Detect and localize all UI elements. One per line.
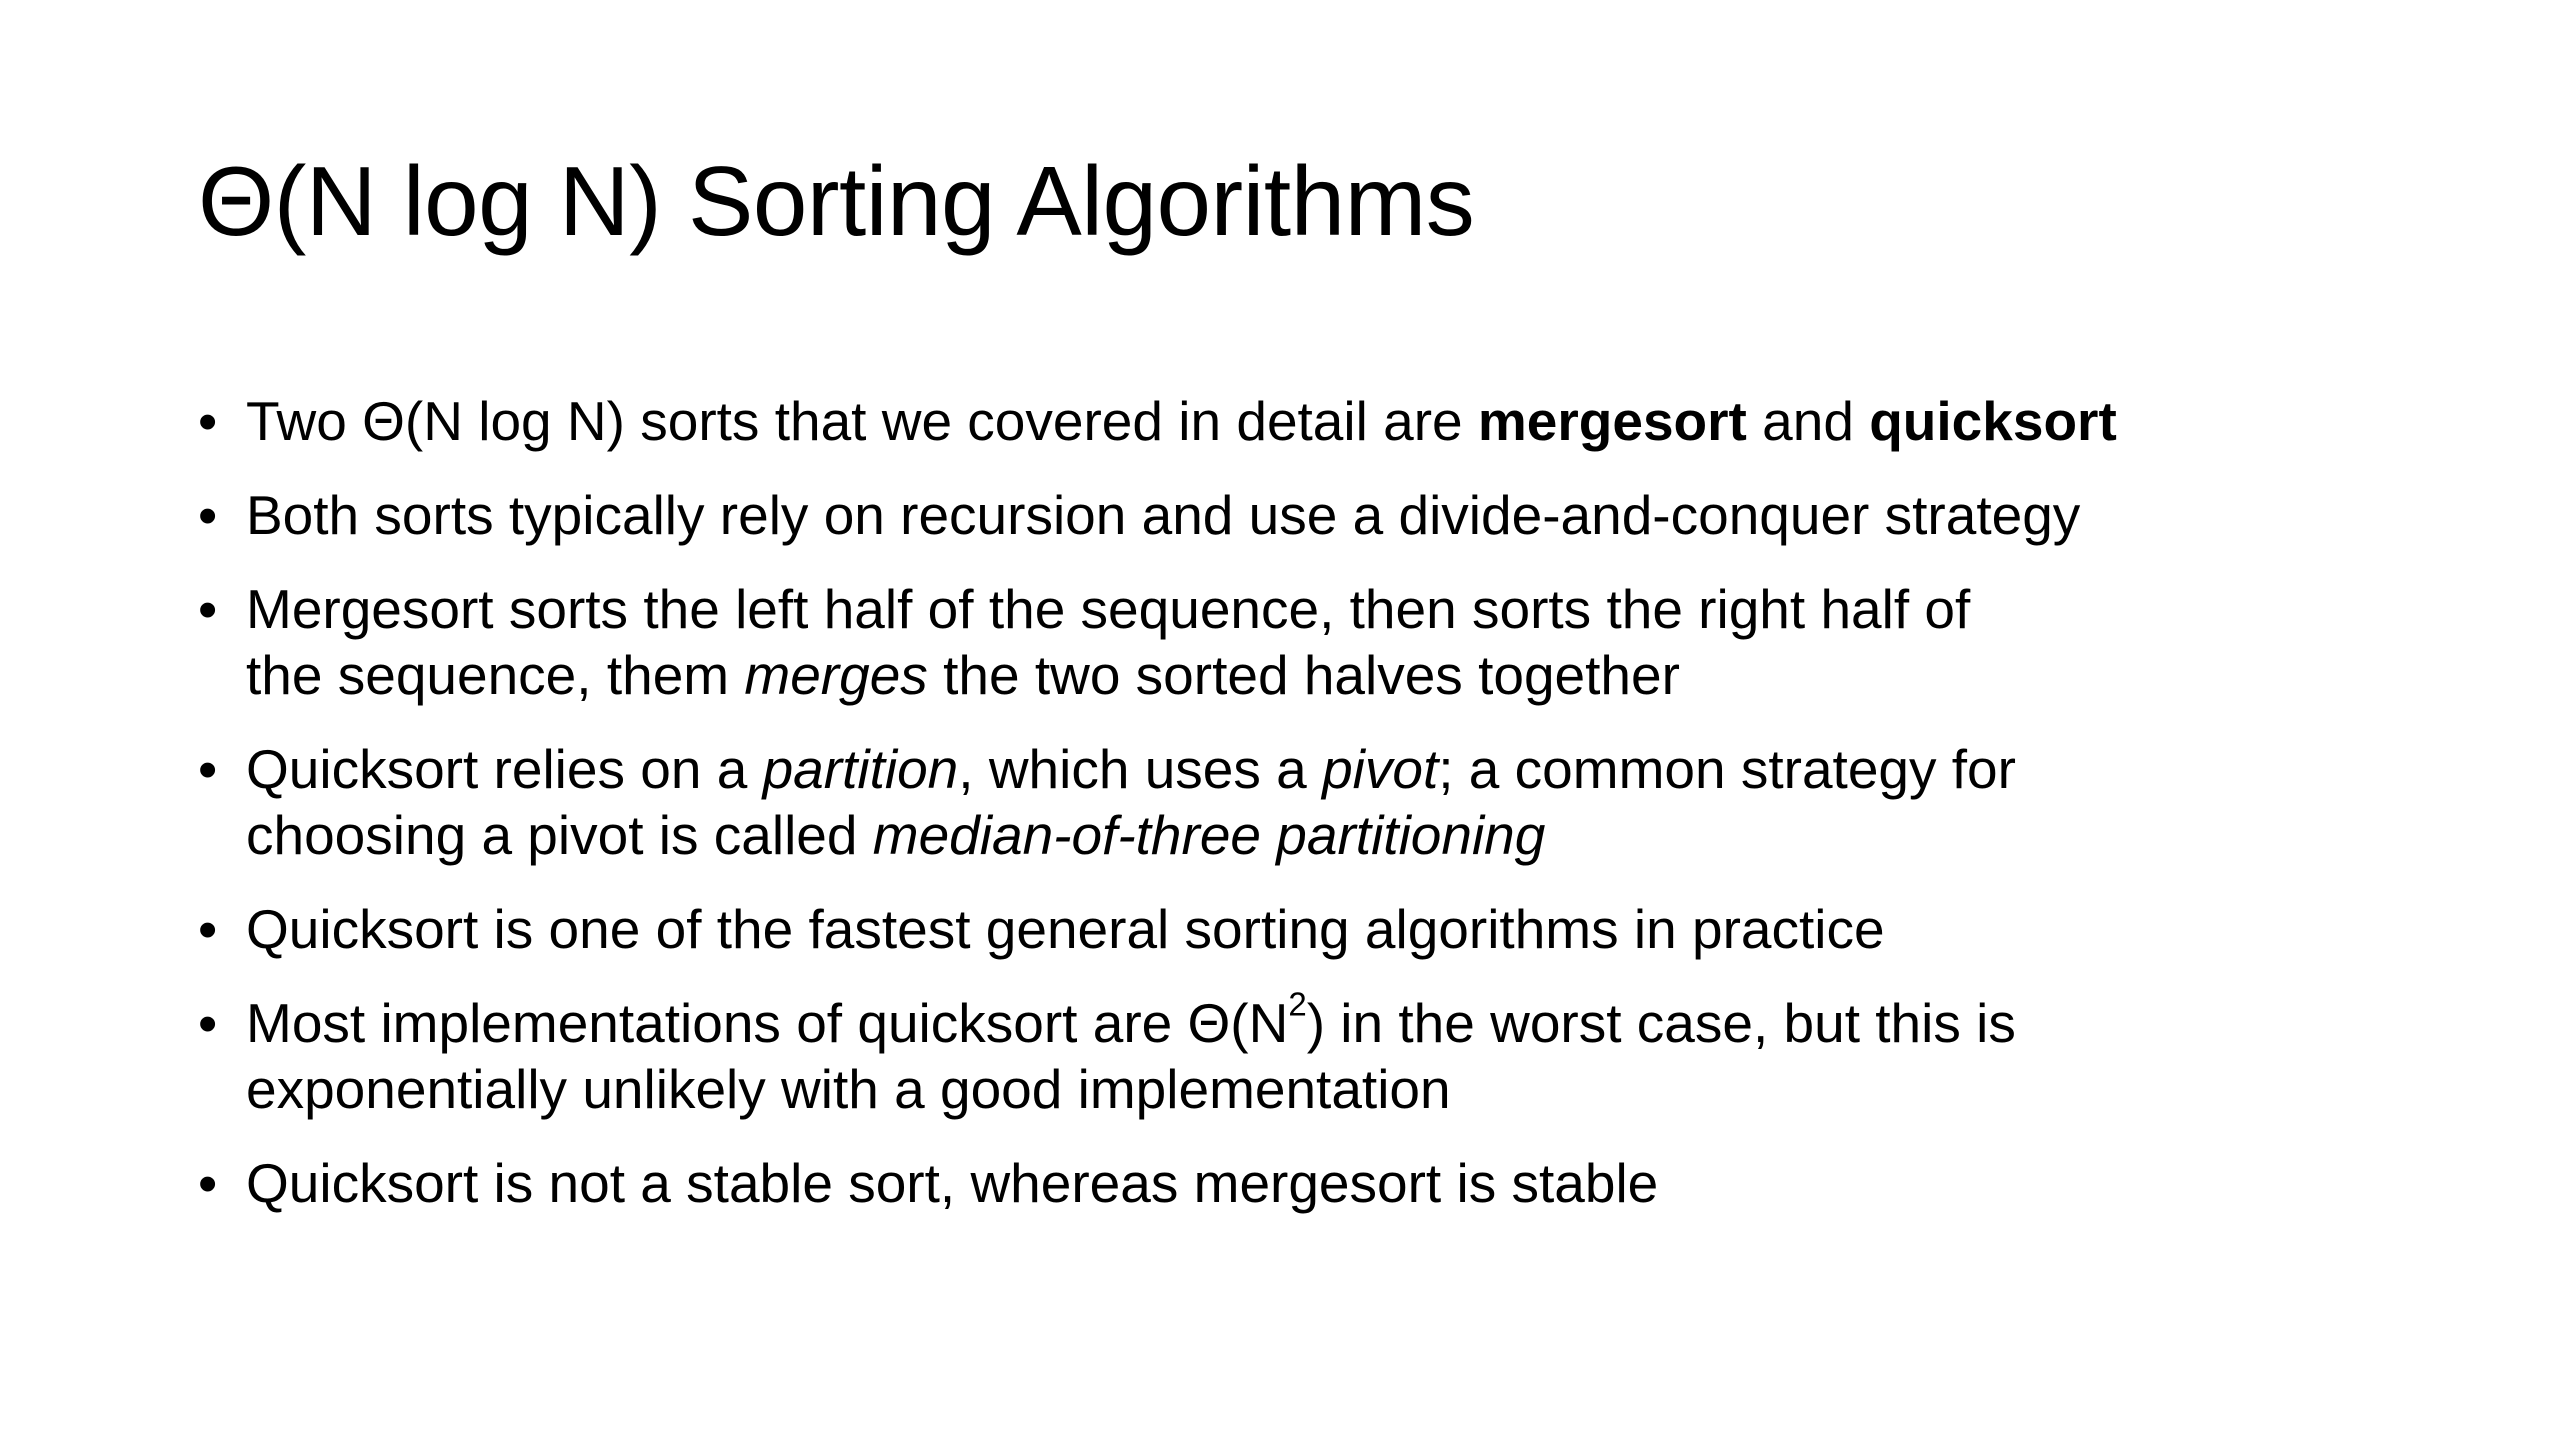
bullet-text: Quicksort is not a stable sort, whereas mergesort is stable [246, 1152, 1659, 1214]
bullet-text-italic: partition [762, 738, 959, 800]
bullet-line [246, 482, 2418, 548]
bullet-text-italic: median-of-three partitioning [872, 804, 1546, 866]
bullet-text: and [1746, 390, 1870, 452]
slide-title: Θ(N log N) Sorting Algorithms [198, 146, 1475, 256]
bullet-text: the two sorted halves together [927, 644, 1680, 706]
bullet-icon: • [198, 738, 218, 800]
bullet-list [198, 388, 2418, 1244]
bullet-line [246, 802, 2418, 868]
bullet-icon: • [198, 390, 218, 452]
bullet-line [246, 736, 2418, 802]
bullet-item [198, 388, 2418, 454]
bullet-line [246, 388, 2418, 454]
bullet-item [198, 576, 2418, 708]
bullet-line [246, 1056, 2418, 1122]
bullet-text-sup: 2 [1288, 985, 1307, 1023]
bullet-text: Two Θ(N log N) sorts that we covered in detail are [246, 390, 1478, 452]
bullet-text-italic: merges [744, 644, 928, 706]
bullet-icon: • [198, 578, 218, 640]
bullet-text: choosing a pivot is called [246, 804, 873, 866]
bullet-line [246, 642, 2418, 708]
bullet-item [198, 482, 2418, 548]
bullet-text: ; a common strategy for [1438, 738, 2016, 800]
bullet-text-bold: mergesort [1477, 390, 1747, 452]
bullet-text: Mergesort sorts the left half of the sequence, then sorts the right half of [246, 578, 1971, 640]
bullet-icon: • [198, 992, 218, 1054]
bullet-line [246, 896, 2418, 962]
bullet-item [198, 896, 2418, 962]
bullet-text: ) in the worst case, but this is [1306, 992, 2016, 1054]
bullet-line [246, 985, 2418, 1056]
bullet-text: the sequence, them [246, 644, 745, 706]
bullet-text-italic: pivot [1322, 738, 1439, 800]
bullet-text-bold: quicksort [1869, 390, 2117, 452]
bullet-text: Quicksort relies on a [246, 738, 763, 800]
bullet-icon: • [198, 898, 218, 960]
bullet-text: , which uses a [958, 738, 1323, 800]
bullet-line [246, 576, 2418, 642]
bullet-text: Quicksort is one of the fastest general sorting algorithms in practice [246, 898, 1885, 960]
bullet-line [246, 1150, 2418, 1216]
bullet-text: exponentially unlikely with a good implementation [246, 1058, 1451, 1120]
bullet-item [198, 736, 2418, 868]
bullet-icon: • [198, 1152, 218, 1214]
bullet-text: Both sorts typically rely on recursion and use a divide-and-conquer strategy [246, 484, 2081, 546]
bullet-text: Most implementations of quicksort are Θ(N [246, 992, 1289, 1054]
bullet-icon: • [198, 484, 218, 546]
bullet-item [198, 1150, 2418, 1216]
bullet-item [198, 985, 2418, 1122]
